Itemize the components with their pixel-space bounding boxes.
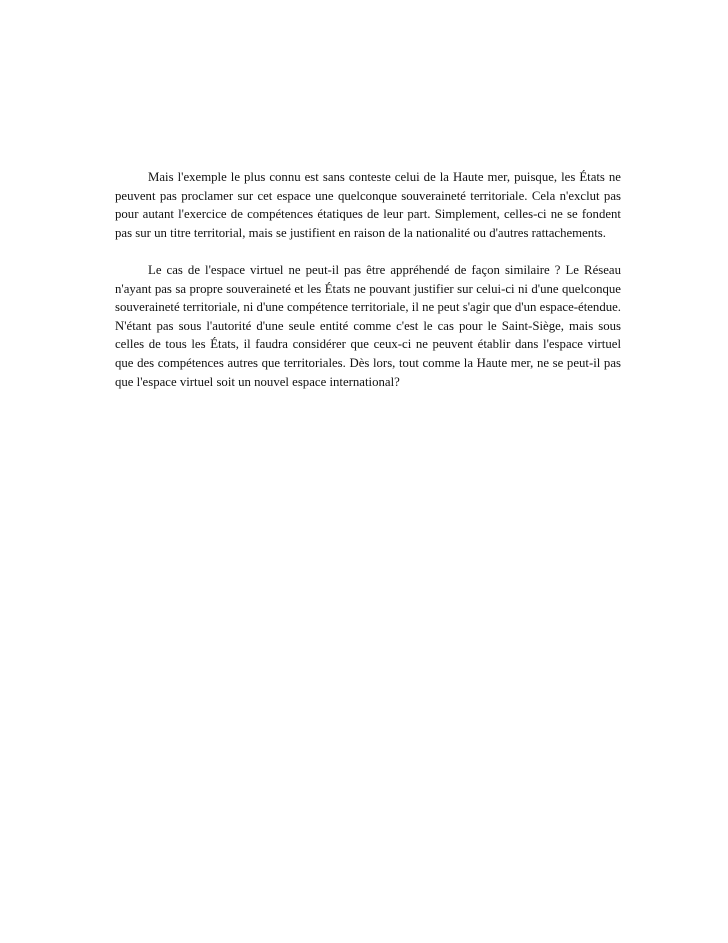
paragraph-haute-mer: Mais l'exemple le plus connu est sans conteste celui de la Haute mer, puisque, les États ne peuvent pas proclamer sur cet espace une quelconque souveraineté territoriale. Cela n'exclut pas pour autant l'exercice de compétences étatiques de leur part. Simplement, celles-ci ne se fondent pas sur un titre territorial, mais se justifient en raison de la nationalité ou d'autres rattachements.: [115, 170, 621, 240]
document-body: [115, 168, 621, 391]
paragraph-espace-virtuel: Le cas de l'espace virtuel ne peut-il pas être appréhendé de façon similaire ? Le Réseau n'ayant pas sa propre souveraineté et les États ne pouvant justifier sur celui-ci ni d'une quelconque souveraineté territoriale, ni d'une compétence territoriale, il ne peut s'agir que d'un espace-étendue. N'étant pas sous l'autorité d'une seule entité comme c'est le cas pour le Saint-Siège, mais sous celles de tous les États, il faudra considérer que ceux-ci ne peuvent établir dans l'espace virtuel que des compétences autres que territoriales. Dès lors, tout comme la Haute mer, ne se peut-il pas que l'espace virtuel soit un nouvel espace international?: [115, 262, 621, 389]
